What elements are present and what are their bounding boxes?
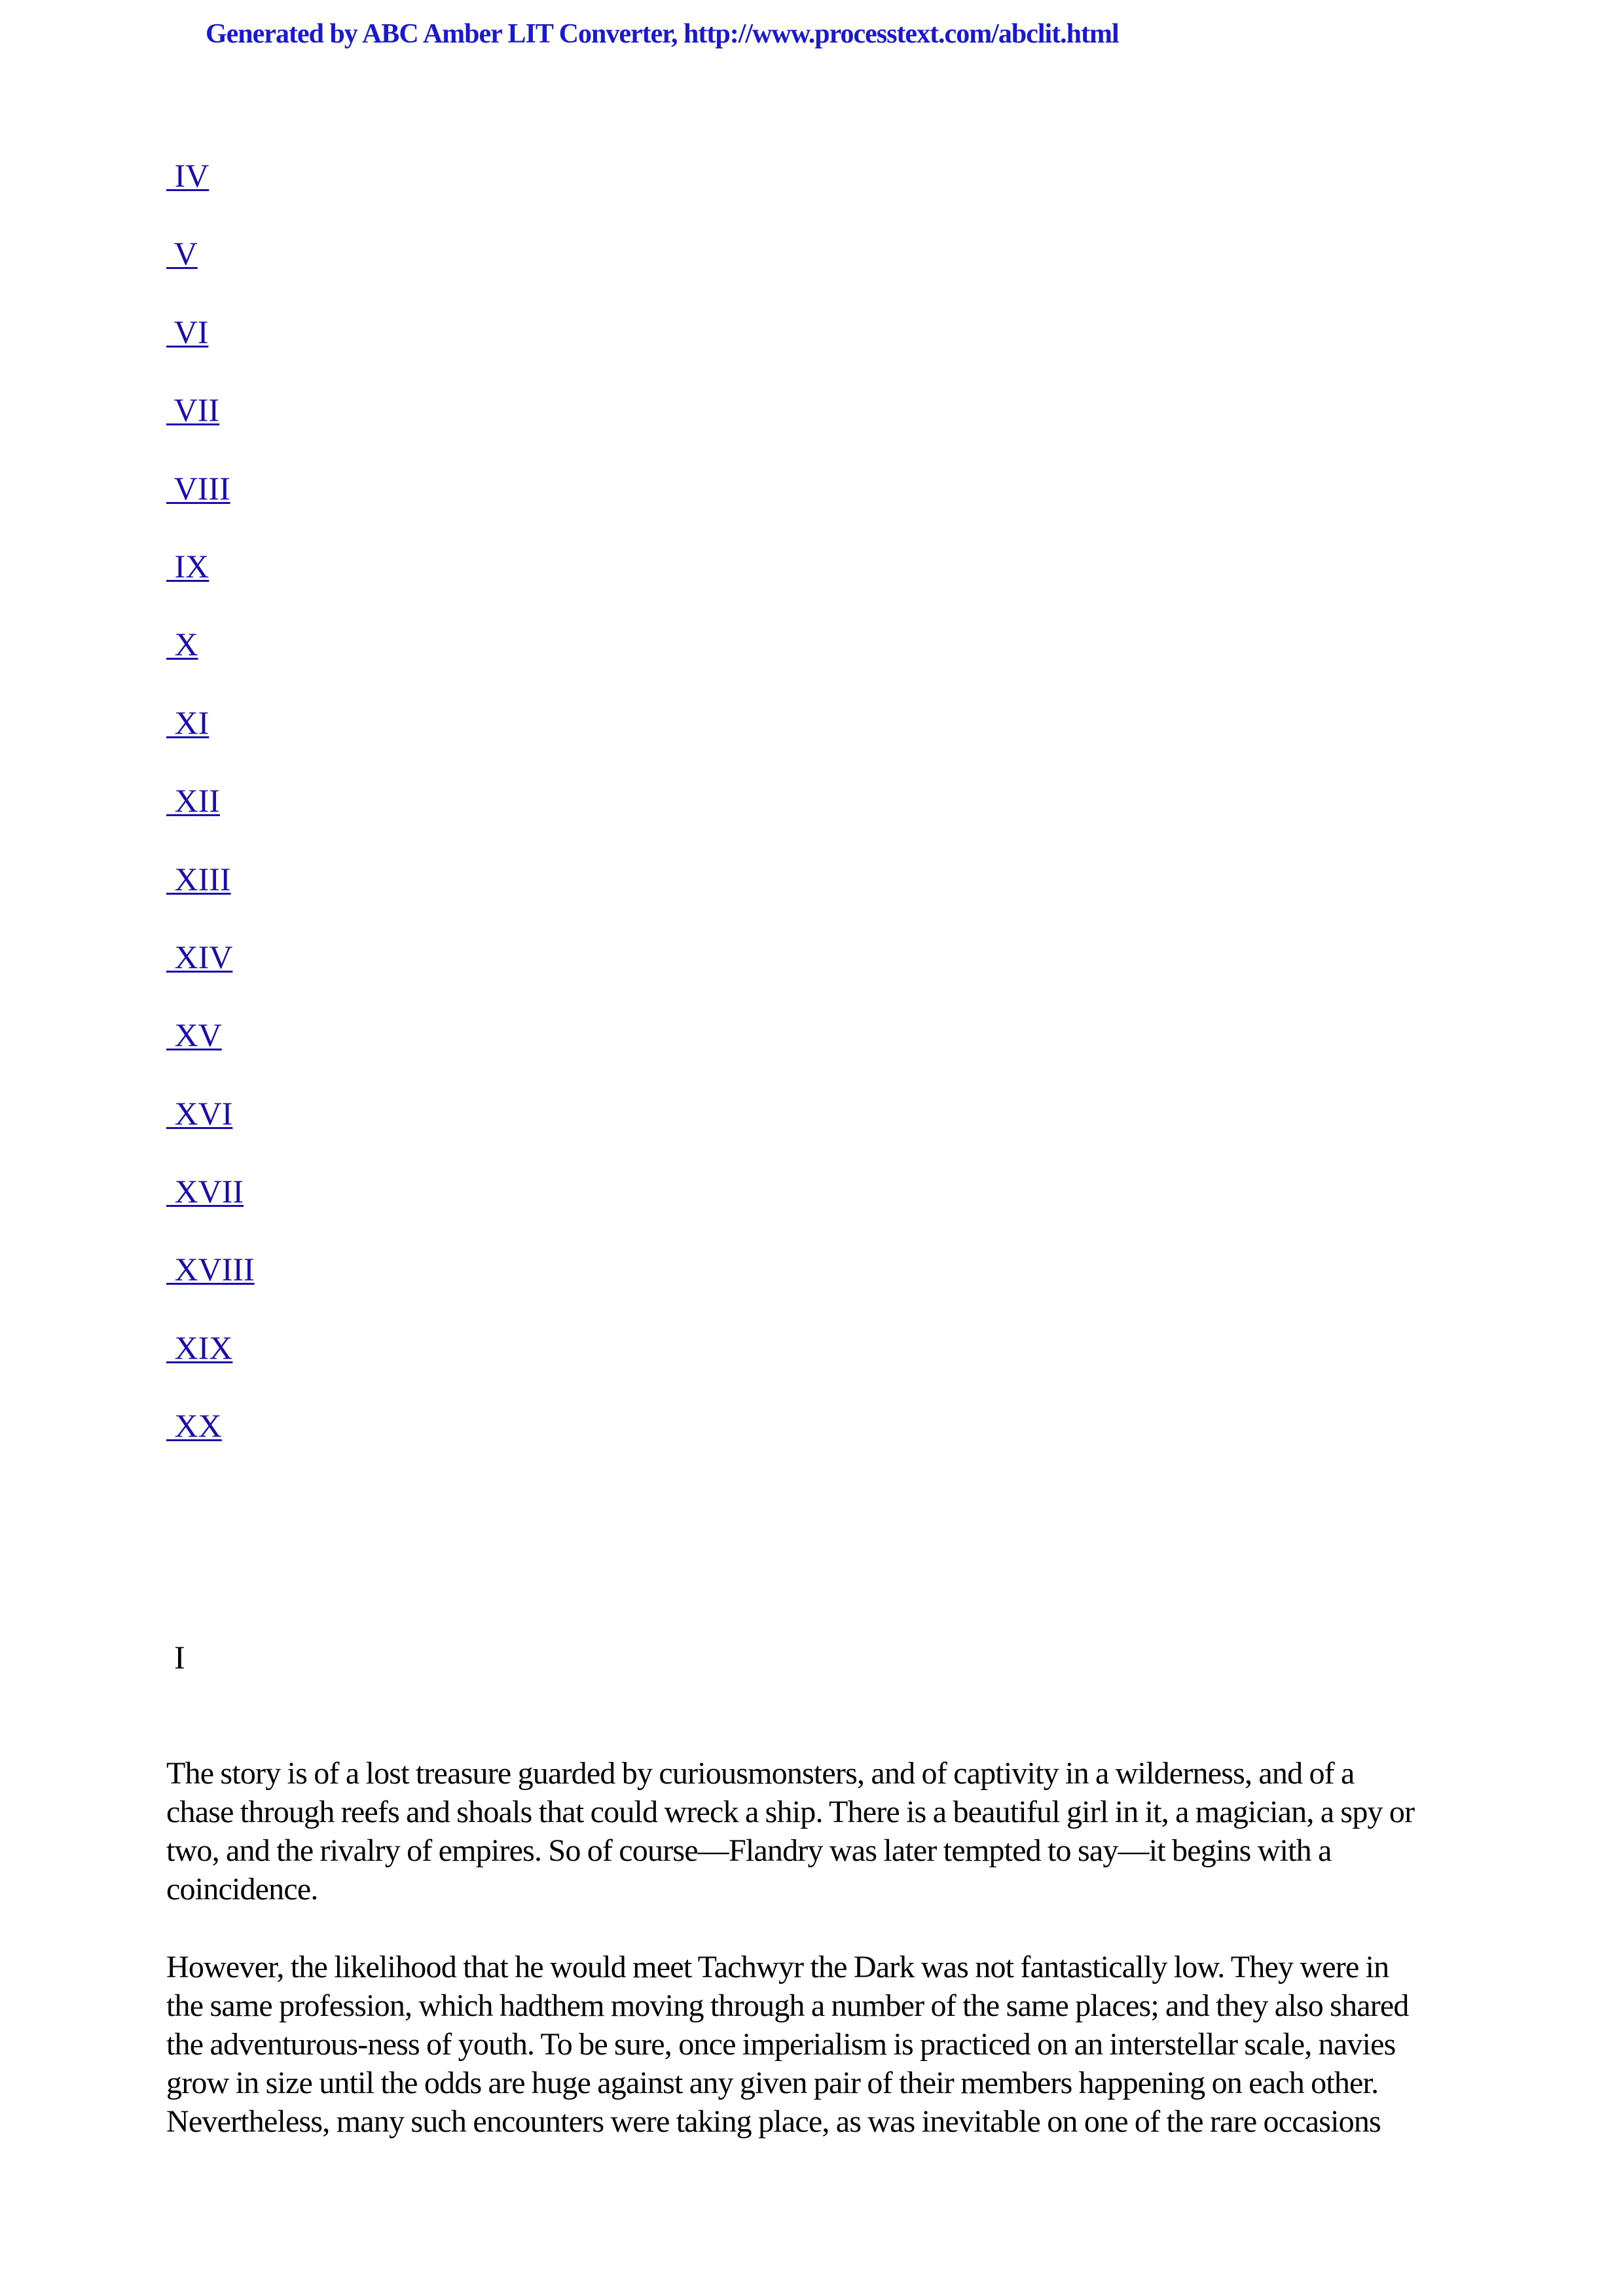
toc-link-xiii[interactable]: XIII [166,860,231,897]
toc-item-v [166,234,255,312]
toc-link-xv[interactable]: XV [166,1016,222,1054]
toc-link-vi[interactable]: VI [166,313,209,350]
chapter-body [166,1754,1476,2180]
toc-item-vi [166,312,255,390]
toc-link-vii[interactable]: VII [166,391,220,429]
toc-item-xvii [166,1172,255,1249]
text-line: two, and the rivalry of empires. So of course—Flandry was later tempted to say—it begins with a [166,1833,1332,1868]
toc-link-xvi[interactable]: XVI [166,1094,233,1132]
toc-link-xix[interactable]: XIX [166,1329,233,1366]
toc-item-xx [166,1406,255,1484]
text-line: chase through reefs and shoals that could wreck a ship. There is a beautiful girl in it, a magician, a spy or [166,1795,1415,1829]
text-line: However, the likelihood that he would meet Tachwyr the Dark was not fantastically low. They were in [166,1950,1389,1984]
toc-link-xx[interactable]: XX [166,1407,222,1444]
toc-link-v[interactable]: V [166,235,198,272]
table-of-contents [166,156,255,1484]
toc-link-xii[interactable]: XII [166,782,220,819]
toc-item-xviii [166,1249,255,1327]
toc-link-x[interactable]: X [166,626,198,663]
paragraph [166,1948,1476,2141]
toc-link-xiv[interactable]: XIV [166,938,233,975]
toc-link-xvii[interactable]: XVII [166,1173,244,1210]
toc-item-xvi [166,1094,255,1172]
paragraph [166,1754,1476,1909]
toc-item-xix [166,1328,255,1406]
text-line: grow in size until the odds are huge against any given pair of their members happening on each other. [166,2066,1379,2100]
toc-item-vii [166,390,255,468]
converter-banner: Generated by ABC Amber LIT Converter, http://www.processtext.com/abclit.html [206,19,1119,49]
toc-link-viii[interactable]: VIII [166,469,230,507]
chapter-heading: I [174,1639,185,1676]
toc-item-xiv [166,937,255,1015]
toc-item-xii [166,781,255,859]
toc-item-xi [166,703,255,781]
toc-item-xv [166,1015,255,1093]
toc-link-iv[interactable]: IV [166,157,210,194]
toc-link-ix[interactable]: IX [166,547,210,584]
toc-item-viii [166,469,255,547]
text-line: the same profession, which hadthem moving through a number of the same places; and they also shared [166,1988,1409,2023]
toc-item-x [166,624,255,702]
text-line: The story is of a lost treasure guarded by curiousmonsters, and of captivity in a wilderness, and of a [166,1756,1355,1791]
text-line: Nevertheless, many such encounters were taking place, as was inevitable on one of the rare occasions [166,2104,1381,2139]
toc-item-xiii [166,859,255,937]
text-line: the adventurous-ness of youth. To be sure, once imperialism is practiced on an interstellar scale, navies [166,2027,1396,2062]
toc-item-iv [166,156,255,234]
toc-link-xviii[interactable]: XVIII [166,1251,255,1288]
toc-item-ix [166,547,255,624]
text-line: coincidence. [166,1872,318,1907]
toc-link-xi[interactable]: XI [166,704,210,741]
